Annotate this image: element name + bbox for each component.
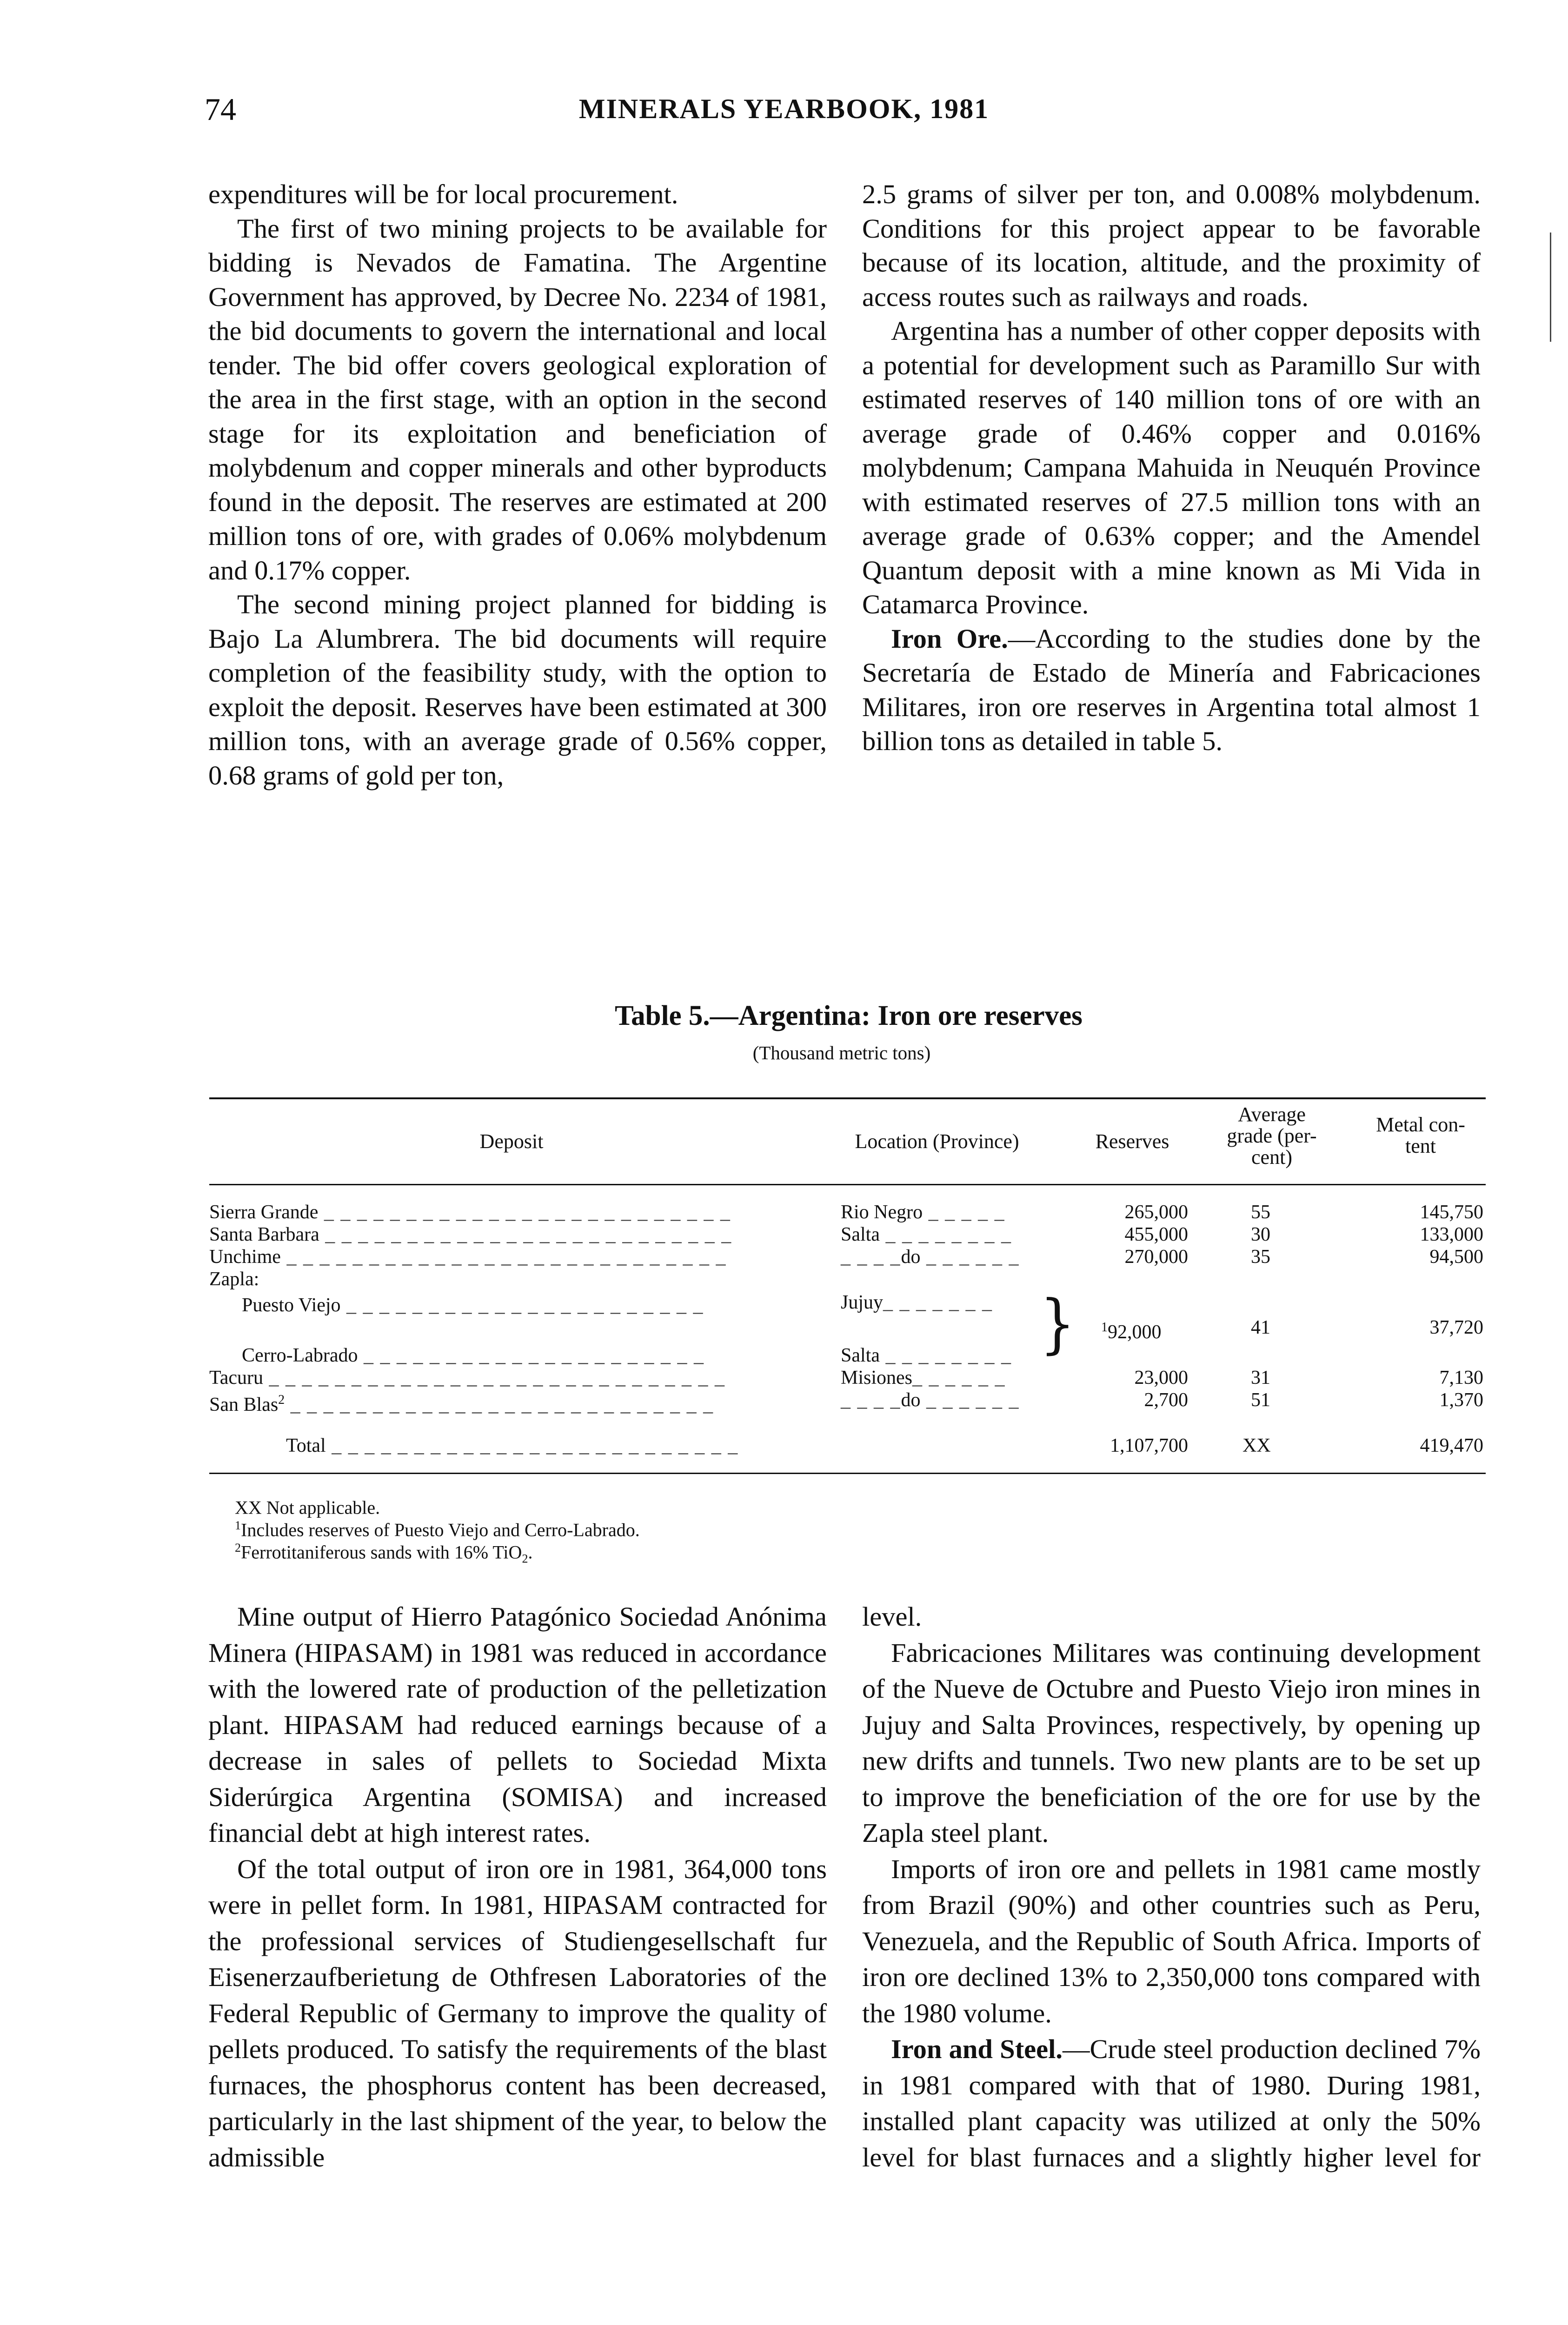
table-row — [209, 1245, 726, 1269]
table-footnote — [235, 1515, 640, 1540]
location-text: do — [901, 1389, 921, 1411]
paragraph: Of the total output of iron ore in 1981, 364,000 tons were in pellet form. In 1981, HIPASAM contracted for the professional services of Studiengesellschaft fur Eisenerzaufberietung de Othfresen Laboratories of the Federal Republic of Germany to improve the quality of pellets produced. To satisfy the requirements of the blast furnaces, the phosphorus content has been decreased, particularly in the last shipment of the year, to below the admissible — [208, 1853, 827, 2172]
total-metal: 419,470 — [1420, 1435, 1483, 1456]
cell-deposit: Zapla: — [209, 1269, 259, 1290]
cell-location — [841, 1291, 993, 1314]
table-row — [242, 1344, 704, 1367]
cell-metal: 94,500 — [1429, 1246, 1483, 1268]
leader-dots: _ _ _ _ _ — [923, 1202, 1005, 1223]
total-label: Total — [286, 1435, 326, 1456]
bottom-left-column — [208, 1599, 827, 2175]
leader-dots: _ _ _ _ _ _ _ _ — [879, 1224, 1012, 1245]
col-header-grade-line: Average — [1238, 1103, 1306, 1126]
leader-dots: _ _ _ _ _ _ _ _ _ _ _ _ _ _ _ _ _ _ _ _ _ _ — [340, 1295, 704, 1316]
paragraph-body: —According to the studies done by the Secretaría de Estado de Minería and Fabricaciones Militares, iron ore reserves in Argentina total almost 1 billion tons as detailed in table 5. — [862, 623, 1481, 756]
paragraph: Fabricaciones Militares was continuing development of the Nueve de Octubre and Puesto Viejo iron mines in Jujuy and Salta Provinces, respectively, by opening up new drifts and tunnels. Two new plants are to be set up to improve the beneficiation of the ore for use by the Zapla steel plant. — [862, 1637, 1481, 1848]
col-header-reserves: Reserves — [1095, 1130, 1169, 1153]
table-row — [242, 1294, 704, 1317]
table-row — [209, 1388, 714, 1416]
margin-mark — [1550, 232, 1551, 342]
col-header-location: Location (Province) — [855, 1130, 1019, 1153]
cell-location — [841, 1366, 1006, 1389]
leader-dots: _ _ _ _ _ _ _ _ _ _ _ _ _ _ _ _ _ _ _ _ _ _ _ _ _ — [318, 1202, 731, 1223]
total-grade: XX — [1242, 1435, 1271, 1456]
location-text: Rio Negro — [841, 1202, 923, 1223]
table-total-row — [286, 1434, 738, 1457]
cell-grade: 30 — [1251, 1224, 1270, 1245]
leader-dots: _ _ _ _ _ _ _ _ _ _ _ _ _ _ _ _ _ _ _ _ _ _ _ _ _ _ _ _ — [263, 1367, 725, 1388]
table-footnote — [235, 1493, 380, 1518]
cell-grade: 55 — [1251, 1202, 1270, 1223]
cell-metal: 145,750 — [1420, 1202, 1483, 1223]
cell-reserves: 2,700 — [1144, 1389, 1188, 1411]
leader-dots: _ _ _ _ — [841, 1389, 901, 1411]
table-row — [209, 1366, 725, 1389]
leader-dots: _ _ _ _ _ _ — [920, 1246, 1020, 1268]
cell-metal: 7,130 — [1439, 1367, 1483, 1388]
footnote-text: Includes reserves of Puesto Viejo and Cerro-Labrado. — [241, 1519, 640, 1541]
leader-dots: _ _ _ _ _ _ — [920, 1389, 1020, 1411]
footnote-text: Ferrotitaniferous sands with 16% TiO — [241, 1541, 522, 1563]
table-title: Table 5.—Argentina: Iron ore reserves — [615, 1000, 1083, 1031]
reserves-value: 92,000 — [1108, 1322, 1162, 1343]
footnote-marker: 2 — [278, 1393, 285, 1407]
location-text: do — [901, 1246, 921, 1268]
cell-metal: 133,000 — [1420, 1224, 1483, 1245]
col-header-metal — [1355, 1114, 1486, 1157]
table-header-rule — [209, 1184, 1486, 1185]
location-text: Salta — [841, 1224, 880, 1245]
cell-grade: 41 — [1251, 1317, 1270, 1338]
cell-location — [841, 1388, 1020, 1412]
paragraph: Argentina has a number of other copper deposits with a potential for development such as Paramillo Sur with estimated reserves of 140 million tons of ore with an average grade of 0.46% copper and 0.016% molybdenum; Campana Mahuida in Neuquén Province with estimated reserves of 27.5 million tons with an average grade of 0.63% copper; and the Amendel Quantum deposit with a mine known as Mi Vida in Catamarca Province. — [862, 316, 1481, 619]
cell-metal: 1,370 — [1439, 1389, 1483, 1411]
table-subtitle: (Thousand metric tons) — [752, 1042, 931, 1063]
col-header-grade-line: cent) — [1251, 1146, 1292, 1169]
cell-deposit: Unchime — [209, 1246, 281, 1268]
table-top-rule — [209, 1097, 1486, 1099]
cell-reserves: 265,000 — [1124, 1202, 1188, 1223]
cell-reserves: 23,000 — [1134, 1367, 1188, 1388]
paragraph: Mine output of Hierro Patagónico Sociedad Anónima Minera (HIPASAM) in 1981 was reduced in accordance with the lowered rate of production of the pelletization plant. HIPASAM had reduced earnings because of a decrease in sales of pellets to Sociedad Mixta Siderúrgica Argentina (SOMISA) and increased financial debt at high interest rates. — [208, 1601, 827, 1848]
top-left-column — [208, 177, 827, 792]
table-row — [209, 1223, 732, 1246]
col-header-grade — [1209, 1104, 1335, 1168]
cell-reserves: 455,000 — [1124, 1224, 1188, 1245]
page-number: 74 — [205, 92, 236, 127]
leader-dots: _ _ _ _ _ _ _ — [883, 1292, 993, 1313]
table-bottom-rule — [209, 1473, 1486, 1474]
cell-location — [841, 1201, 1005, 1224]
section-heading: Iron Ore. — [891, 623, 1008, 654]
cell-grade: 35 — [1251, 1246, 1270, 1268]
cell-reserves-combined — [1101, 1316, 1162, 1344]
col-header-deposit: Deposit — [479, 1130, 544, 1153]
brace-icon: } — [1040, 1287, 1076, 1362]
footnote-marker: 1 — [235, 1519, 241, 1532]
footnote-text: XX Not applicable. — [235, 1497, 380, 1518]
cell-grade: 31 — [1251, 1367, 1270, 1388]
bottom-right-column — [862, 1599, 1481, 2175]
footnote-marker: 1 — [1101, 1320, 1108, 1335]
leader-dots: _ _ _ _ _ _ _ _ _ _ _ _ _ _ _ _ _ _ _ _ _ — [358, 1345, 705, 1366]
location-text: Jujuy — [841, 1292, 884, 1313]
col-header-grade-line: grade (per- — [1227, 1124, 1317, 1147]
section-heading: Iron and Steel. — [891, 2034, 1063, 2064]
paragraph: Imports of iron ore and pellets in 1981 came mostly from Brazil (90%) and other countries such as Peru, Venezuela, and the Republic of South Africa. Imports of iron ore declined 13% to 2,350,000 tons compared with the 1980 volume. — [862, 1853, 1481, 2028]
footnote-marker: 2 — [235, 1541, 241, 1554]
leader-dots: _ _ _ _ _ _ _ _ _ _ _ _ _ _ _ _ _ _ _ _ _ _ _ _ _ — [319, 1224, 732, 1245]
cell-location — [841, 1223, 1012, 1246]
paragraph: 2.5 grams of silver per ton, and 0.008% molybdenum. Conditions for this project appear to be favorable because of its location, altitude, and the proximity of access routes such as railways and roads. — [862, 179, 1481, 312]
location-text: Salta — [841, 1345, 880, 1366]
table-row — [209, 1268, 259, 1291]
cell-location — [841, 1245, 1020, 1269]
cell-metal: 37,720 — [1429, 1317, 1483, 1338]
cell-grade: 51 — [1251, 1389, 1270, 1411]
cell-deposit: Santa Barbara — [209, 1224, 319, 1245]
paragraph: expenditures will be for local procurement. — [208, 179, 678, 209]
table-footnote: $^2$Ferrotitaniferous sands with 16% TiO$_2$. — [235, 1541, 533, 1566]
cell-deposit: San Blas — [209, 1394, 279, 1415]
leader-dots: _ _ _ _ _ _ _ _ _ _ _ _ _ _ _ _ _ _ _ _ _ _ _ _ _ — [326, 1435, 739, 1456]
location-text: Misiones — [841, 1367, 913, 1388]
paragraph — [862, 2031, 1481, 2175]
col-header-metal-line: Metal con- — [1376, 1113, 1465, 1136]
leader-dots: _ _ _ _ — [841, 1246, 901, 1268]
table-row — [209, 1201, 731, 1224]
cell-location — [841, 1344, 1012, 1367]
paragraph: level. — [862, 1601, 922, 1632]
paragraph-body: —Crude steel production declined 7% in 1981 compared with that of 1980. During 1981, installed plant capacity was utilized at only the 50% level for blast furnaces and a slightly higher level for — [862, 2034, 1481, 2172]
col-header-metal-line: tent — [1405, 1135, 1436, 1157]
cell-deposit: Sierra Grande — [209, 1202, 319, 1223]
total-reserves: 1,107,700 — [1110, 1435, 1188, 1456]
running-title: MINERALS YEARBOOK, 1981 — [578, 93, 990, 124]
cell-deposit: Puesto Viejo — [242, 1295, 341, 1316]
leader-dots: _ _ _ _ _ _ — [912, 1367, 1006, 1388]
cell-deposit: Cerro-Labrado — [242, 1345, 358, 1366]
leader-dots: _ _ _ _ _ _ _ _ _ _ _ _ _ _ _ _ _ _ _ _ _ _ _ _ _ _ _ — [280, 1246, 727, 1268]
cell-reserves: 270,000 — [1124, 1246, 1188, 1268]
footnote-subscript: 2 — [522, 1552, 528, 1566]
paragraph: The first of two mining projects to be available for bidding is Nevados de Famatina. The Argentine Government has approved, by Decree No. 2234 of 1981, the bid documents to govern the international and local tender. The bid offer covers geological exploration of the area in the first stage, with an option in the second stage for its exploitation and beneficiation of molybdenum and copper minerals and other byproducts found in the deposit. The reserves are estimated at 200 million tons of ore, with grades of 0.06% molybdenum and 0.17% copper. — [208, 213, 827, 585]
paragraph: The second mining project planned for bidding is Bajo La Alumbrera. The bid documents will require completion of the feasibility study, with the option to exploit the deposit. Reserves have been estimated at 300 million tons, with an average grade of 0.56% copper, 0.68 grams of gold per ton, — [208, 589, 827, 790]
leader-dots: _ _ _ _ _ _ _ _ _ _ _ _ _ _ _ _ _ _ _ _ _ _ _ _ _ _ — [285, 1394, 714, 1415]
top-right-column — [862, 177, 1481, 758]
leader-dots: _ _ _ _ _ _ _ _ — [879, 1345, 1012, 1366]
cell-deposit: Tacuru — [209, 1367, 263, 1388]
paragraph — [862, 622, 1481, 758]
